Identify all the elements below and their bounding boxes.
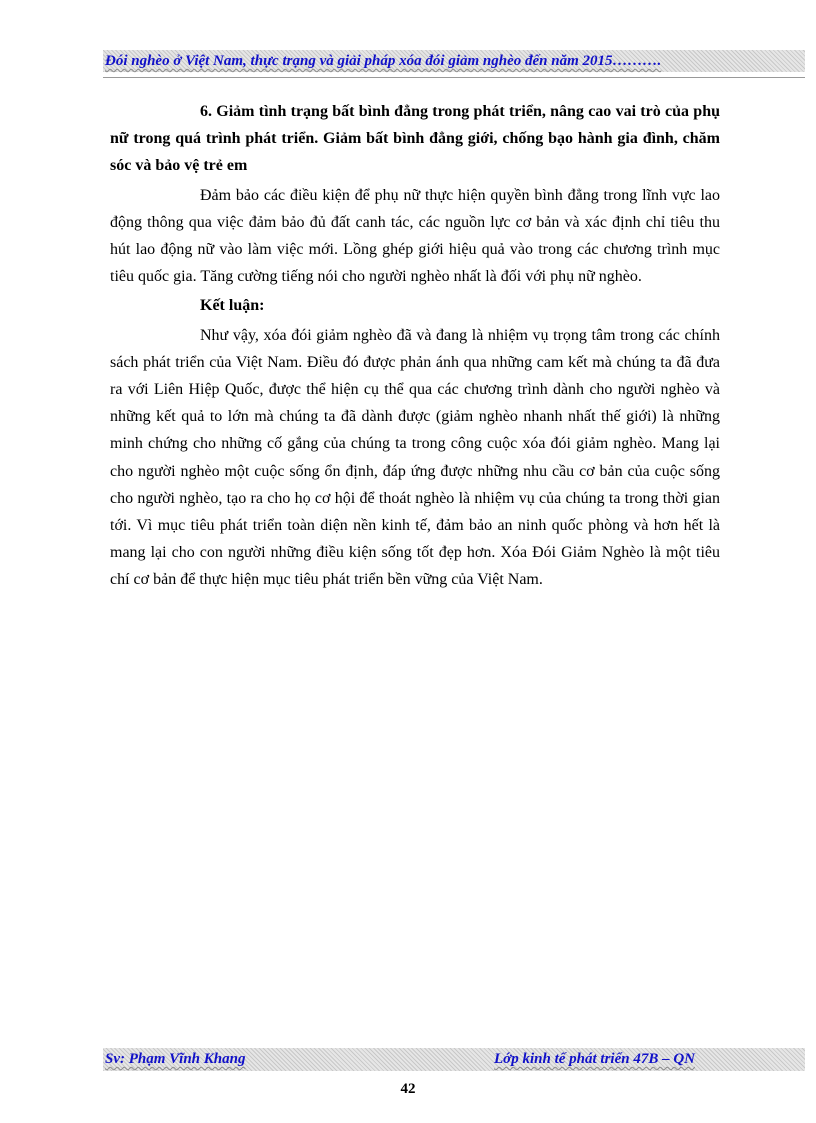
page-header [103,50,805,72]
header-divider [103,77,805,78]
conclusion-paragraph: Như vậy, xóa đói giảm nghèo đã và đang là nhiệm vụ trọng tâm trong các chính sách phát triển của Việt Nam. Điều đó được phản ánh qua những cam kết mà chúng ta đã đưa ra với Liên Hiệp Quốc, được thể hiện cụ thể qua các chương trình dành cho người nghèo và những kết quả to lớn mà chúng ta đã dành được (giảm nghèo nhanh nhất thế giới) là những minh chứng cho những cố gắng của chúng ta trong công cuộc xóa đói giảm nghèo. Mang lại cho người nghèo một cuộc sống ổn định, đáp ứng được những nhu cầu cơ bản của cuộc sống cho người nghèo, tạo ra cho họ cơ hội để thoát nghèo là nhiệm vụ của chúng ta trong thời gian tới. Vì mục tiêu phát triển toàn diện nền kinh tế, đảm bảo an ninh quốc phòng và hơn hết là mang lại cho con người những điều kiện sống tốt đẹp hơn. Xóa Đói Giảm Nghèo là một tiêu chí cơ bản để thực hiện mục tiêu phát triển bền vững của Việt Nam. [110,326,720,589]
section-heading: 6. Giảm tình trạng bất bình đẳng trong phát triển, nâng cao vai trò của phụ nữ trong quá trình phát triển. Giảm bất bình đẳng giới, chống bạo hành gia đình, chăm sóc và bảo vệ trẻ em [110,103,720,175]
student-name: Sv: Phạm Vĩnh Khang [105,1051,246,1067]
page-body [110,98,720,594]
section-paragraph: Đảm bảo các điều kiện để phụ nữ thực hiện quyền bình đẳng trong lĩnh vực lao động thông qua việc đảm bảo đủ đất canh tác, các nguồn lực cơ bản và xác định chỉ tiêu thu hút lao động nữ vào làm việc mới. Lồng ghép giới hiệu quả vào trong các chương trình mục tiêu quốc gia. Tăng cường tiếng nói cho người nghèo nhất là đối với phụ nữ nghèo. [110,186,720,286]
conclusion-heading: Kết luận: [200,297,265,315]
page-footer [103,1048,805,1071]
document-title: Đói nghèo ở Việt Nam, thực trạng và giải pháp xóa đói giảm nghèo đến năm 2015………. [105,53,662,69]
class-name: Lớp kinh tế phát triển 47B – QN [494,1051,695,1067]
page-number: 42 [400,1081,416,1097]
